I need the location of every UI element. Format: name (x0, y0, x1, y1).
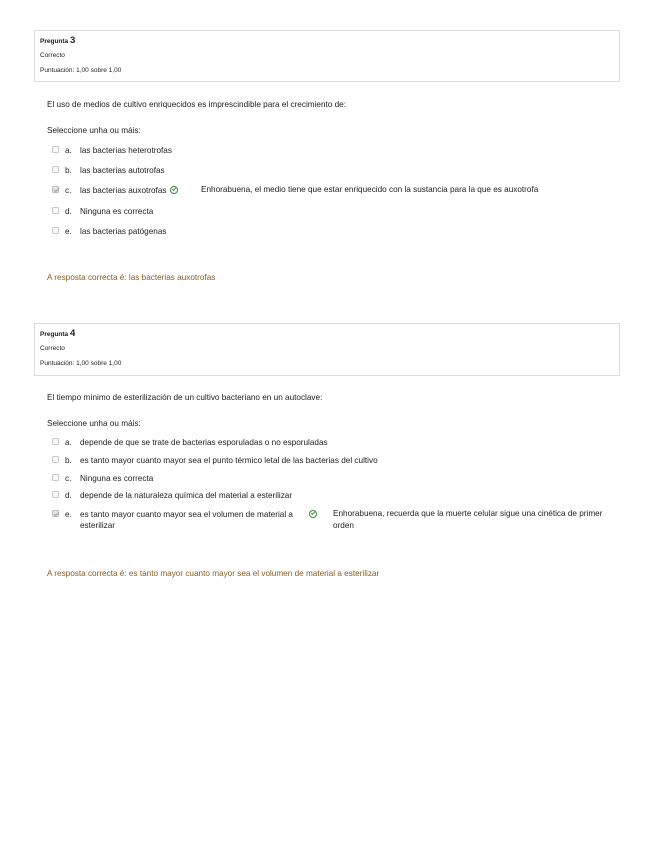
question-label: Pregunta (40, 331, 69, 338)
question-number (40, 329, 614, 340)
answer-checkbox[interactable] (52, 227, 59, 234)
answer-text: Ninguna es correcta (80, 207, 154, 216)
answer-checkbox[interactable] (52, 207, 59, 214)
answer-prompt: Seleccione unha ou máis: (47, 419, 141, 428)
question-state: Correcto (40, 52, 65, 59)
answer-checkbox[interactable] (52, 456, 59, 463)
answer-prompt: Seleccione unha ou máis: (47, 126, 141, 135)
answer-text-wrapper (80, 185, 178, 196)
question-grade: Puntuación: 1,00 sobre 1,00 (40, 67, 122, 74)
answer-checkbox[interactable] (52, 438, 59, 445)
answer-letter: d. (65, 491, 72, 500)
question-state: Correcto (40, 345, 65, 352)
answer-letter: e. (65, 227, 72, 236)
answer-text: las bacterias patógenas (80, 227, 167, 236)
right-answer: A resposta correcta é: las bacterias auxotrofas (47, 273, 216, 282)
question-info-3 (34, 30, 620, 82)
answer-checkbox-checked[interactable] (52, 510, 59, 517)
answer-text-wrapper (80, 509, 312, 531)
answer-letter: d. (65, 207, 72, 216)
question-number-value: 4 (69, 328, 76, 339)
answer-letter: a. (65, 438, 72, 447)
answer-text: las bacterias auxotrofas (80, 186, 167, 195)
answer-checkbox-checked[interactable] (52, 186, 59, 193)
answer-letter: c. (65, 186, 72, 195)
answer-checkbox[interactable] (52, 146, 59, 153)
answer-text: Ninguna es correcta (80, 474, 154, 483)
answer-text: las bacterias autotrofas (80, 166, 165, 175)
answer-checkbox[interactable] (52, 166, 59, 173)
check-circle-icon (309, 510, 317, 518)
answer-text: depende de la naturaleza química del material a esterilizar (80, 491, 293, 500)
answer-letter: e. (65, 510, 72, 519)
answer-text: es tanto mayor cuanto mayor sea el volumen de material a esterilizar (80, 510, 293, 530)
answer-text: las bacterias heterotrofas (80, 146, 172, 155)
answer-text: es tanto mayor cuanto mayor sea el punto térmico letal de las bacterias del cultivo (80, 456, 378, 465)
answer-feedback: Enhorabuena, el medio tiene que estar enriquecido con la sustancia para la que es auxotrofa (201, 185, 539, 194)
answer-text: depende de que se trate de bacterias esporuladas o no esporuladas (80, 438, 328, 447)
answer-letter: c. (65, 474, 72, 483)
question-info-4 (34, 323, 620, 376)
right-answer: A resposta correcta é: es tanto mayor cuanto mayor sea el volumen de material a esterilizar (47, 569, 380, 578)
answer-checkbox[interactable] (52, 491, 59, 498)
question-label: Pregunta (40, 38, 69, 45)
answer-letter: b. (65, 456, 72, 465)
question-text: El uso de medios de cultivo enriquecidos es imprescindible para el crecimiento de: (47, 100, 346, 109)
answer-feedback: Enhorabuena, recuerda que la muerte celular sigue una cinética de primer orden (333, 509, 603, 530)
answer-letter: b. (65, 166, 72, 175)
check-circle-icon (170, 186, 178, 194)
question-number (40, 36, 614, 47)
question-text: El tiempo mínimo de esterilización de un cultivo bacteriano en un autoclave: (47, 393, 323, 402)
question-grade: Puntuación: 1,00 sobre 1,00 (40, 360, 122, 367)
question-number-value: 3 (69, 35, 76, 46)
answer-letter: a. (65, 146, 72, 155)
answer-checkbox[interactable] (52, 474, 59, 481)
